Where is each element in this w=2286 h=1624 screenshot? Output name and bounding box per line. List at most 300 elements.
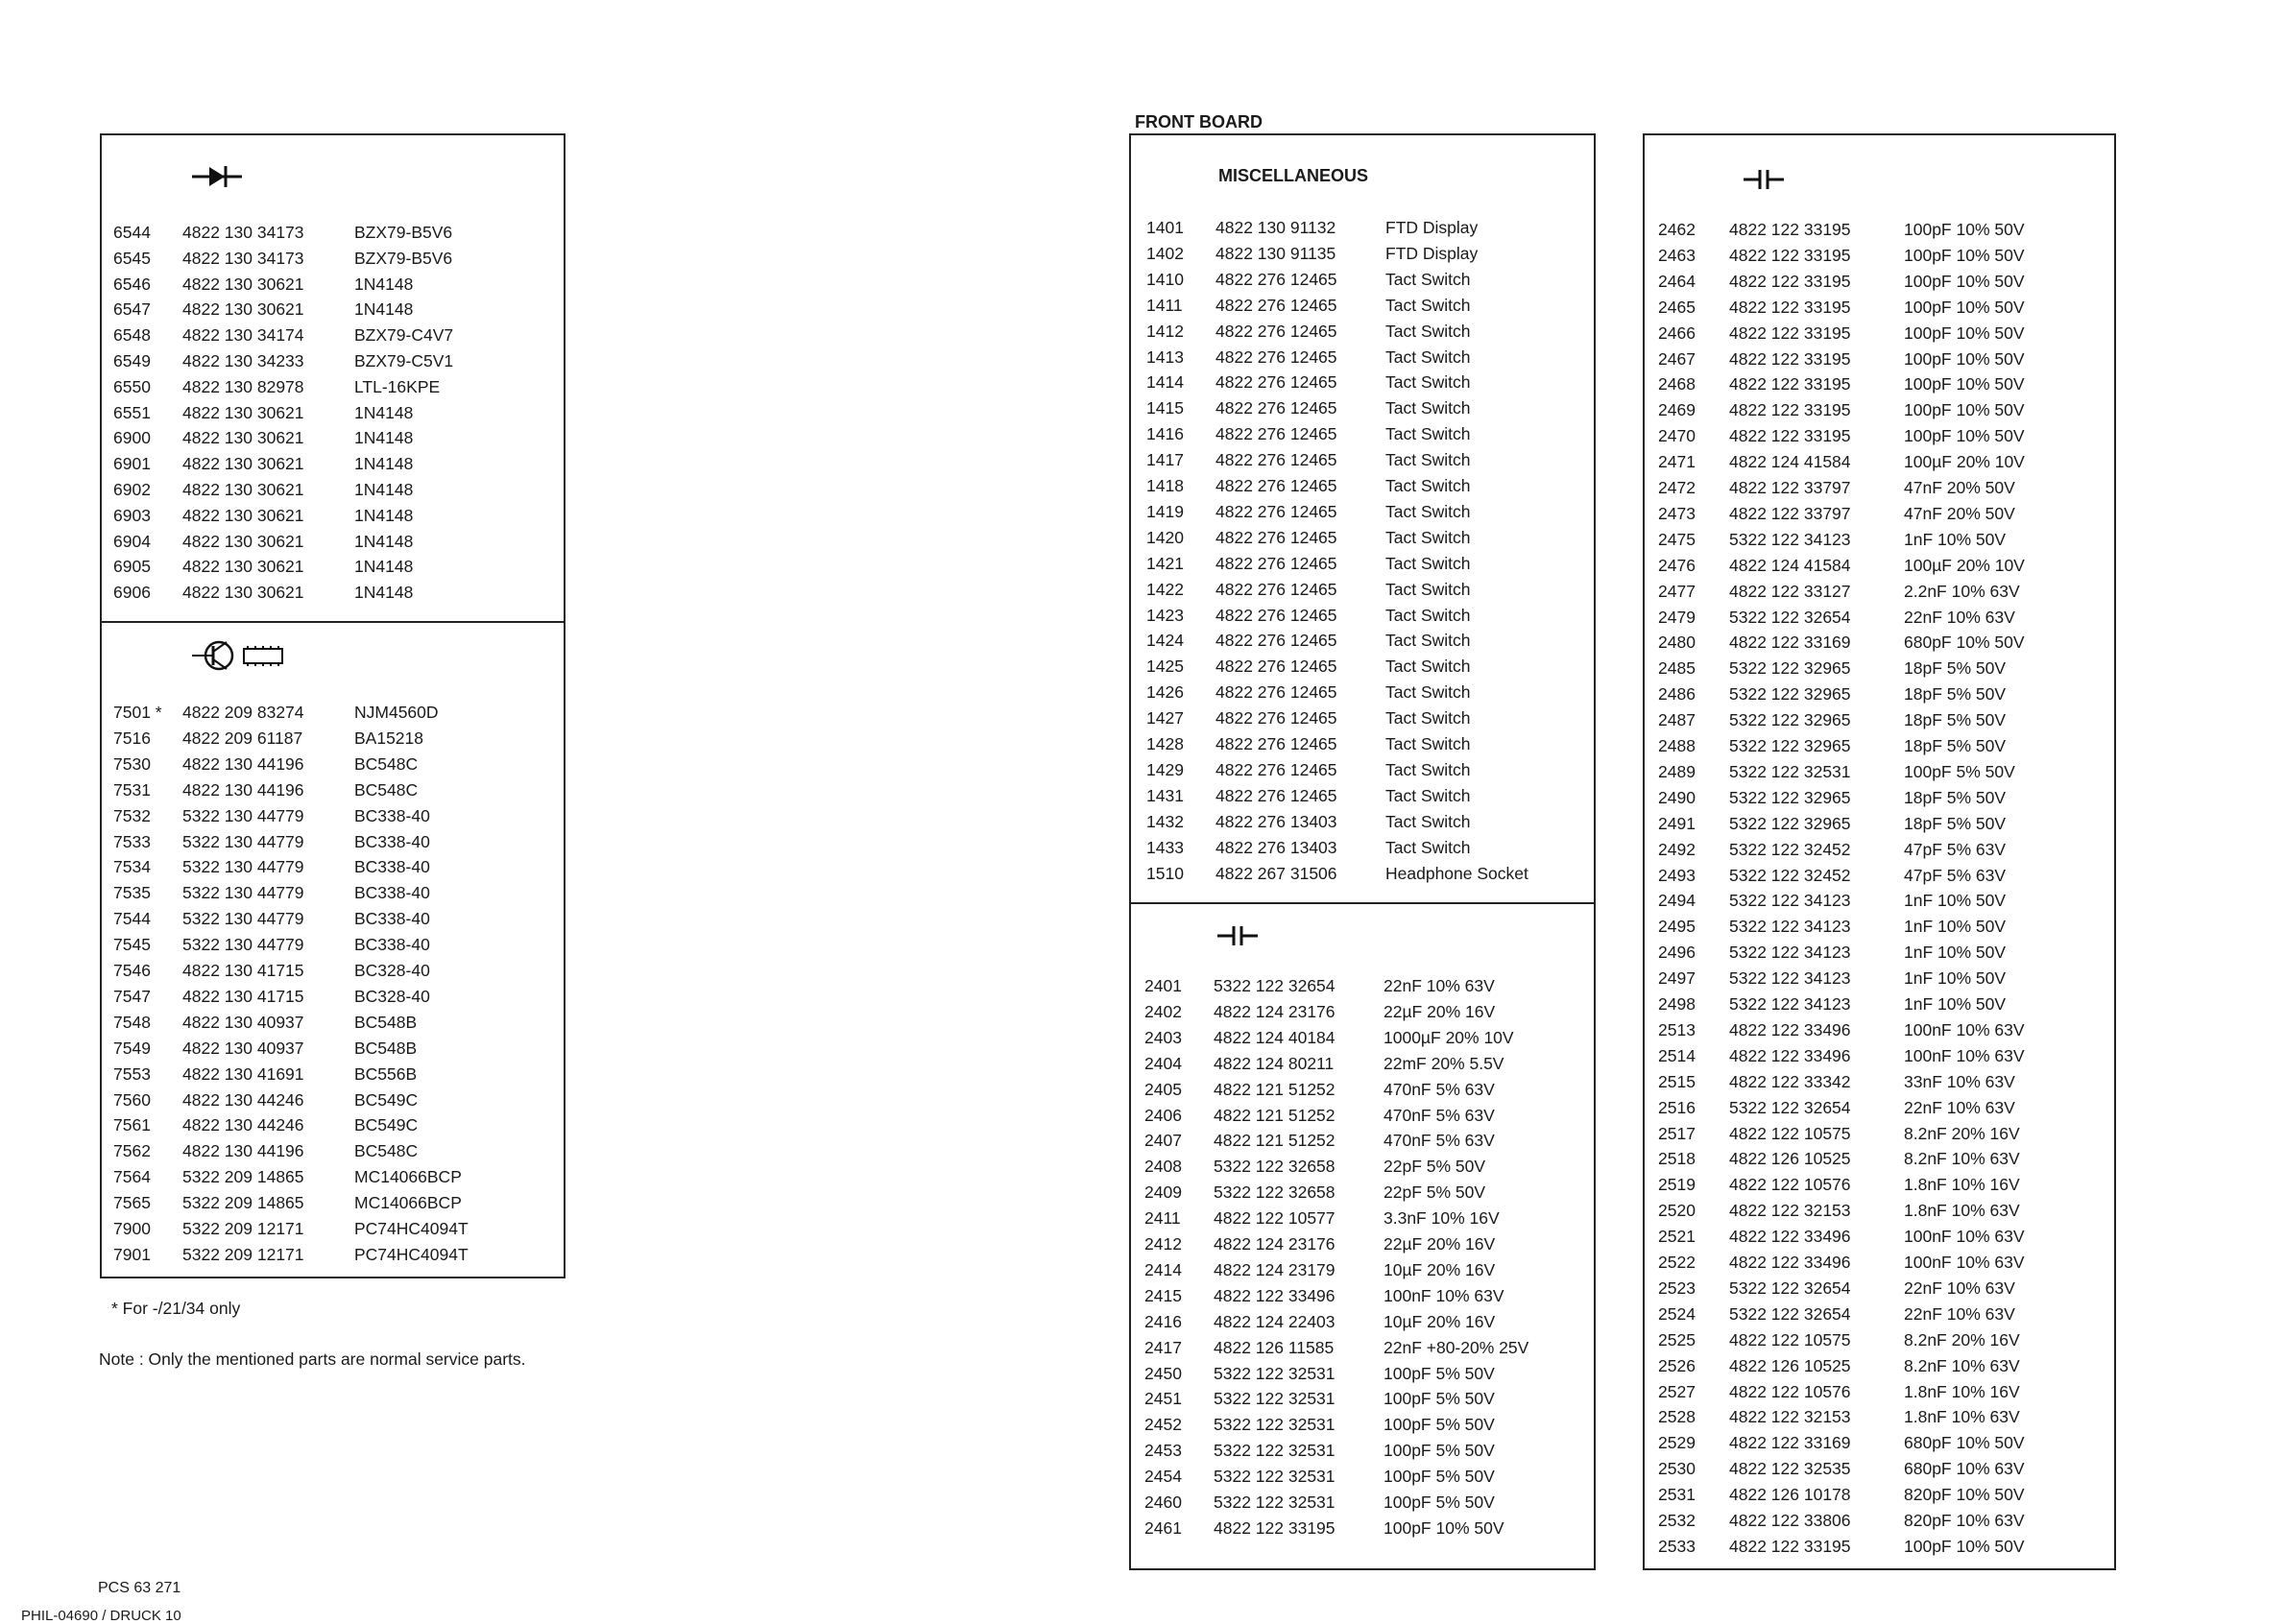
part-position: 6548 [113,325,151,346]
part-description: 18pF 5% 50V [1904,736,2007,755]
part-code: 4822 122 33195 [1729,245,1851,265]
part-position: 1433 [1146,837,1184,857]
table-row [1645,733,2114,759]
part-code: 4822 276 12465 [1215,605,1337,625]
part-description: 10µF 20% 16V [1384,1259,1496,1279]
part-code: 4822 122 33195 [1729,348,1851,369]
part-description: Headphone Socket [1385,863,1528,883]
table-row [1645,1456,2114,1482]
table-row [1645,553,2114,579]
part-description: 22mF 20% 5.5V [1384,1053,1504,1073]
part-code: 5322 130 44779 [182,805,304,825]
part-code: 4822 130 44196 [182,1141,304,1161]
table-row [102,272,564,298]
part-position: 1425 [1146,657,1184,677]
part-description: 47pF 5% 63V [1904,865,2007,885]
part-position: 1429 [1146,759,1184,779]
part-code: 4822 276 13403 [1215,837,1337,857]
table-row [102,803,564,829]
table-row [1131,499,1594,525]
part-position: 1421 [1146,553,1184,573]
part-position: 6901 [113,454,151,474]
part-code: 5322 130 44779 [182,883,304,903]
part-position: 1417 [1146,450,1184,470]
part-description: 820pF 10% 63V [1904,1511,2025,1530]
part-description: BA15218 [354,728,424,748]
part-position: 1416 [1146,424,1184,444]
part-position: 7544 [113,909,151,929]
table-row [1645,217,2114,243]
part-description: 100pF 5% 50V [1384,1415,1495,1435]
table-row [1131,370,1594,395]
part-position: 1410 [1146,269,1184,289]
part-position: 1426 [1146,682,1184,703]
part-code: 5322 122 32654 [1729,1278,1851,1298]
part-description: Tact Switch [1385,837,1471,857]
part-description: 22pF 5% 50V [1384,1157,1486,1177]
part-code: 4822 130 30621 [182,531,304,551]
part-description: 100nF 10% 63V [1904,1045,2025,1065]
part-description: 1N4148 [354,402,414,422]
part-description: 1N4148 [354,505,414,525]
part-code: 4822 122 33195 [1729,374,1851,394]
table-row [102,451,564,477]
part-description: 18pF 5% 50V [1904,658,2007,679]
part-code: 5322 122 32531 [1214,1389,1336,1409]
part-code: 4822 122 10576 [1729,1381,1851,1401]
part-description: Tact Switch [1385,424,1471,444]
part-code: 4822 122 33342 [1729,1071,1851,1091]
part-description: 1N4148 [354,299,414,320]
part-code: 4822 276 12465 [1215,657,1337,677]
part-description: Tact Switch [1385,734,1471,753]
part-position: 7516 [113,728,151,748]
table-row [1645,1353,2114,1379]
part-description: 100pF 10% 50V [1904,245,2025,265]
part-code: 5322 122 32658 [1214,1182,1336,1203]
part-position: 1432 [1146,811,1184,831]
part-position: 2520 [1658,1201,1696,1221]
part-code: 4822 130 30621 [182,402,304,422]
part-description: 22nF +80-20% 25V [1384,1337,1529,1357]
table-row [1131,1283,1594,1309]
part-position: 2489 [1658,761,1696,781]
part-code: 4822 130 41715 [182,961,304,980]
part-code: 5322 122 32531 [1214,1441,1336,1461]
part-description: 1nF 10% 50V [1904,994,2007,1014]
part-description: BC338-40 [354,857,430,877]
part-code: 4822 130 30621 [182,480,304,499]
table-row [1131,395,1594,421]
part-code: 4822 124 23176 [1214,1234,1336,1254]
part-position: 1423 [1146,605,1184,625]
part-description: 22nF 10% 63V [1904,607,2015,627]
part-description: 1.8nF 10% 16V [1904,1381,2020,1401]
table-row [1645,1069,2114,1095]
part-position: 2452 [1144,1415,1182,1435]
table-row [1131,654,1594,680]
part-position: 7561 [113,1115,151,1135]
part-position: 2496 [1658,943,1696,963]
part-description: BC549C [354,1115,419,1135]
part-description: Tact Switch [1385,346,1471,367]
part-description: Tact Switch [1385,398,1471,418]
table-row [102,322,564,348]
part-description: BC328-40 [354,986,430,1006]
part-position: 2531 [1658,1485,1696,1505]
part-position: 2498 [1658,994,1696,1014]
part-code: 4822 124 41584 [1729,452,1851,472]
part-description: PC74HC4094T [354,1219,469,1238]
part-code: 4822 124 80211 [1214,1053,1335,1073]
part-description: 100pF 10% 50V [1904,374,2025,394]
part-code: 5322 122 32965 [1729,787,1851,807]
part-code: 5322 122 32531 [1214,1467,1336,1487]
part-code: 4822 122 33195 [1214,1517,1336,1538]
part-position: 2402 [1144,1001,1182,1021]
part-description: 47nF 20% 50V [1904,503,2015,523]
part-position: 6544 [113,223,151,242]
part-position: 2490 [1658,787,1696,807]
table-row [1131,1206,1594,1231]
part-code: 4822 122 32535 [1729,1459,1851,1479]
table-row [1131,1077,1594,1103]
table-row [1131,1490,1594,1516]
part-description: 22µF 20% 16V [1384,1234,1496,1254]
diode-symbol-icon [190,164,244,194]
table-row [1131,215,1594,241]
part-position: 2519 [1658,1175,1696,1195]
part-position: 7533 [113,831,151,851]
part-code: 5322 122 34123 [1729,968,1851,989]
part-position: 1420 [1146,527,1184,547]
table-row [102,374,564,400]
section-title: MISCELLANEOUS [1218,166,1369,185]
part-code: 5322 122 34123 [1729,943,1851,963]
part-description: 18pF 5% 50V [1904,787,2007,807]
section-divider [1131,902,1594,904]
table-row [1645,346,2114,372]
part-position: 1402 [1146,243,1184,263]
part-position: 2407 [1144,1131,1182,1151]
part-description: Tact Switch [1385,759,1471,779]
part-description: 100pF 5% 50V [1384,1441,1495,1461]
part-position: 2513 [1658,1019,1696,1039]
part-code: 4822 126 10525 [1729,1355,1851,1375]
part-description: 8.2nF 10% 63V [1904,1149,2020,1169]
part-code: 5322 122 32654 [1729,607,1851,627]
document-code: PCS 63 271 [98,1580,181,1596]
part-description: Tact Switch [1385,631,1471,651]
table-row [102,1112,564,1138]
table-row [1131,973,1594,999]
table-row [1645,888,2114,914]
part-description: 820pF 10% 50V [1904,1485,2025,1505]
part-description: 1N4148 [354,454,414,474]
part-position: 2450 [1144,1363,1182,1383]
part-description: Tact Switch [1385,269,1471,289]
part-position: 6549 [113,351,151,370]
part-description: 22pF 5% 50V [1384,1182,1486,1203]
part-description: Tact Switch [1385,295,1471,315]
part-code: 4822 276 12465 [1215,785,1337,805]
part-position: 7534 [113,857,151,877]
part-code: 4822 122 33195 [1729,426,1851,446]
part-code: 4822 130 82978 [182,376,304,396]
part-description: 100pF 5% 50V [1384,1467,1495,1487]
part-position: 7531 [113,779,151,800]
table-row [1131,809,1594,835]
part-position: 2524 [1658,1303,1696,1324]
table-row [1645,759,2114,785]
part-code: 4822 122 33127 [1729,581,1851,601]
table-row [1131,525,1594,551]
part-description: MC14066BCP [354,1167,462,1187]
part-description: 1nF 10% 50V [1904,968,2007,989]
part-description: 22nF 10% 63V [1904,1303,2015,1324]
part-code: 5322 209 14865 [182,1193,304,1213]
part-position: 2473 [1658,503,1696,523]
part-code: 4822 121 51252 [1214,1105,1336,1125]
table-row [102,246,564,272]
part-position: 2408 [1144,1157,1182,1177]
table-row [1645,1172,2114,1198]
table-row [1131,1361,1594,1387]
table-row [1131,1051,1594,1077]
part-position: 2528 [1658,1407,1696,1427]
part-description: 100µF 20% 10V [1904,555,2025,575]
part-position: 2526 [1658,1355,1696,1375]
part-position: 2454 [1144,1467,1182,1487]
part-code: 4822 276 12465 [1215,269,1337,289]
part-position: 2453 [1144,1441,1182,1461]
part-position: 1422 [1146,579,1184,599]
part-position: 2464 [1658,271,1696,291]
table-row [1131,999,1594,1025]
table-row [1131,603,1594,629]
part-position: 2516 [1658,1097,1696,1117]
part-description: 18pF 5% 50V [1904,813,2007,833]
print-code: PHIL-04690 / DRUCK 10 [21,1608,181,1624]
part-description: 1.8nF 10% 16V [1904,1175,2020,1195]
part-position: 7901 [113,1244,151,1264]
part-code: 4822 276 12465 [1215,708,1337,728]
board-title: FRONT BOARD [1135,112,1263,131]
part-description: NJM4560D [354,703,439,722]
table-row [1645,1302,2114,1327]
table-row [102,1242,564,1268]
table-row [1645,837,2114,863]
part-position: 7501 * [113,703,162,722]
part-code: 4822 122 33496 [1729,1019,1851,1039]
table-row [102,1190,564,1216]
part-description: BZX79-B5V6 [354,248,453,268]
part-code: 4822 209 61187 [182,728,303,748]
part-code: 5322 122 32531 [1214,1493,1336,1512]
part-code: 4822 121 51252 [1214,1079,1336,1099]
part-position: 2404 [1144,1053,1182,1073]
part-position: 6903 [113,505,151,525]
part-code: 4822 126 11585 [1214,1337,1335,1357]
part-position: 2467 [1658,348,1696,369]
part-code: 4822 121 51252 [1214,1131,1336,1151]
table-row [1645,371,2114,397]
part-position: 7548 [113,1012,151,1032]
part-code: 4822 122 33195 [1729,297,1851,317]
part-description: 1nF 10% 50V [1904,529,2007,549]
part-code: 4822 130 44196 [182,779,304,800]
table-row [102,752,564,777]
part-code: 4822 122 33806 [1729,1511,1851,1530]
part-code: 4822 122 10576 [1729,1175,1851,1195]
part-position: 2409 [1144,1182,1182,1203]
table-row [1645,1482,2114,1508]
part-code: 4822 122 33496 [1214,1285,1336,1305]
table-row [1645,501,2114,527]
part-code: 5322 122 32965 [1729,658,1851,679]
part-code: 4822 126 10525 [1729,1149,1851,1169]
table-row [1131,731,1594,757]
part-description: 3.3nF 10% 16V [1384,1208,1500,1229]
part-position: 2532 [1658,1511,1696,1530]
part-position: 2466 [1658,322,1696,343]
table-row [1131,1231,1594,1257]
table-row [102,477,564,503]
part-position: 7562 [113,1141,151,1161]
part-code: 5322 122 32654 [1729,1303,1851,1324]
table-row [102,726,564,752]
part-description: 1000µF 20% 10V [1384,1027,1514,1047]
part-description: Tact Switch [1385,657,1471,677]
part-code: 5322 130 44779 [182,909,304,929]
part-description: 100pF 10% 50V [1904,220,2025,239]
part-position: 2492 [1658,839,1696,859]
part-code: 4822 130 34173 [182,223,304,242]
part-description: Tact Switch [1385,553,1471,573]
table-row [102,425,564,451]
part-code: 4822 122 33195 [1729,220,1851,239]
table-row [1645,1508,2114,1534]
part-position: 1510 [1146,863,1184,883]
table-row [102,580,564,606]
part-code: 4822 122 10577 [1214,1208,1336,1229]
table-row [1645,269,2114,295]
part-position: 2469 [1658,400,1696,420]
part-description: 10µF 20% 16V [1384,1311,1496,1331]
part-description: 1nF 10% 50V [1904,917,2007,937]
part-description: 2.2nF 10% 63V [1904,581,2020,601]
part-code: 4822 276 12465 [1215,424,1337,444]
part-description: BZX79-C4V7 [354,325,454,346]
table-row [1131,1464,1594,1490]
table-row [1131,1438,1594,1464]
table-row [102,529,564,555]
part-description: 1N4148 [354,428,414,448]
part-position: 6547 [113,299,151,320]
part-description: BC338-40 [354,831,430,851]
part-position: 1427 [1146,708,1184,728]
table-row [1131,1257,1594,1283]
part-code: 5322 122 32654 [1214,976,1336,995]
part-description: 100pF 10% 50V [1904,400,2025,420]
part-code: 4822 124 23179 [1214,1259,1336,1279]
table-row [1645,1250,2114,1276]
part-code: 4822 130 30621 [182,299,304,320]
table-row [1131,1412,1594,1438]
part-code: 4822 276 12465 [1215,759,1337,779]
part-description: 470nF 5% 63V [1384,1079,1495,1099]
part-code: 5322 209 14865 [182,1167,304,1187]
part-description: 100nF 10% 63V [1904,1253,2025,1272]
table-row [1645,656,2114,681]
part-code: 4822 130 34173 [182,248,304,268]
table-row [102,1138,564,1164]
table-row [102,503,564,529]
part-code: 4822 130 34233 [182,351,304,370]
table-row [1131,1180,1594,1206]
part-code: 4822 122 33496 [1729,1227,1851,1247]
part-position: 2412 [1144,1234,1182,1254]
part-description: 1N4148 [354,583,414,603]
part-code: 4822 276 12465 [1215,321,1337,341]
table-row [1131,447,1594,473]
part-position: 2480 [1658,633,1696,653]
table-row [1131,861,1594,887]
part-description: Tact Switch [1385,527,1471,547]
part-code: 4822 122 33496 [1729,1045,1851,1065]
part-description: 47nF 20% 50V [1904,478,2015,497]
part-position: 2451 [1144,1389,1182,1409]
part-position: 1412 [1146,321,1184,341]
part-description: 100nF 10% 63V [1384,1285,1504,1305]
part-description: 100pF 10% 50V [1904,271,2025,291]
part-position: 2487 [1658,710,1696,730]
part-description: BC338-40 [354,935,430,955]
part-description: PC74HC4094T [354,1244,469,1264]
part-position: 2460 [1144,1493,1182,1512]
service-note: Note : Only the mentioned parts are normal service parts. [99,1349,526,1369]
part-code: 4822 122 32153 [1729,1201,1851,1221]
table-row [102,984,564,1010]
part-description: MC14066BCP [354,1193,462,1213]
table-row [1131,1025,1594,1051]
table-row [1645,630,2114,656]
part-position: 6904 [113,531,151,551]
part-code: 4822 276 13403 [1215,811,1337,831]
part-code: 5322 122 32452 [1729,839,1851,859]
table-row [1645,1146,2114,1172]
part-description: Tact Switch [1385,501,1471,521]
part-code: 4822 276 12465 [1215,527,1337,547]
part-description: 8.2nF 20% 16V [1904,1329,2020,1349]
part-code: 4822 130 30621 [182,454,304,474]
part-code: 5322 122 32452 [1729,865,1851,885]
table-row [1131,757,1594,783]
part-position: 2465 [1658,297,1696,317]
table-row [1645,397,2114,423]
table-row [102,348,564,374]
part-description: Tact Switch [1385,811,1471,831]
part-code: 5322 122 34123 [1729,917,1851,937]
table-row [102,958,564,984]
part-description: 100pF 10% 50V [1384,1517,1504,1538]
part-description: FTD Display [1385,243,1479,263]
part-description: 470nF 5% 63V [1384,1105,1495,1125]
table-row [102,1087,564,1113]
part-code: 4822 122 32153 [1729,1407,1851,1427]
part-code: 4822 122 33496 [1729,1253,1851,1272]
part-position: 7900 [113,1219,151,1238]
